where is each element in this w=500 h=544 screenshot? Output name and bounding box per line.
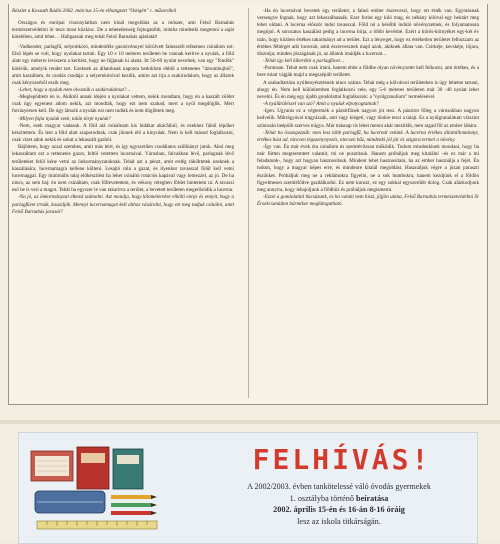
paragraph: -Nem, ezek magyar vadasok. A föld alá csinálnam kis lúdákat akácfából, és ezekhez fából lépőket készítettem. És lent a föld alatt szaporodnak, csak jönnek elő a kinyulak. Nem is kell másod foglalkozni, csak vízet adok nekik és sokat a lekaszált gazból.: [12, 122, 234, 144]
announcement-line: A 2002/2003. évben tankötelessé váló óvodás gyermekek: [247, 482, 431, 491]
paragraph: -Pontosan. Tehát nem csak írtani, hanem ebbe a földbe olyan növényzetet kell felhozni, ami értékes, és a bere miatt vágják majd a megszépült területet.: [257, 65, 479, 79]
school-supplies-illustration: [25, 441, 175, 541]
ruler-icon: [37, 521, 157, 529]
announcement-line-text: 1. osztályba történő: [289, 493, 357, 503]
announcement-box: [18, 432, 478, 544]
announcement-location: lesz az iskola titkárságán.: [297, 516, 381, 526]
announcement-line: [199, 493, 478, 505]
article: [8, 4, 488, 405]
paragraph: -Ezzel a gondolattal búcsúzunk, és ha valaki nem hiszi, jöjjön utána, Felső Barnabás természetvédelmi őr Érsekcsanádon bármikor meglátogatható.: [257, 194, 479, 208]
paragraph: -Ha én lucernával bevetek egy területet, a falusi ember észreveszi, hogy ott érték van. Egymásnak versengve fognak, hogy azt lekaszálhassák. Ezer forint egy kiló mag, és néhány kilóval egy hektárt meg lehet oldani. A lucerna először indul tavasszal. Föld nő a később induló növényzetnek, és folyamatosan megújul. A sorozatos kaszálást pedig a lucerna bírja, a többi kevésbé. Ezért a körös-környéket egy-két év után, hogy közben értékes takarmányt ad a terület. Ezt a lényeget, hogy ez értéketlen területet felhozzam az értékes féltérgét adó lucernát, amit észrevesznek majd azok, akiknek állata van. Csirkéje, kecskéje, lójara, disznója; minden jószágának jó, az állatok imádják a lucernát…: [257, 8, 479, 57]
notebook-icon: [31, 451, 73, 481]
announcement-emphasis: beíratása: [356, 493, 389, 503]
pencil-case-icon: [35, 491, 105, 513]
paragraph: -Így van. Én már évek óta csinálom és szemtévőzsan működik. Tudom mindenkinek mondani, hogy ha már fiitten megteremtett valamit, mi ne pusztítsuk. Hanem próbáljuk meg kitalálni –és ez már a mi feladatunk-, hogy azt hogyan hasznosítsuk. Mindent lehet hasznosítani, ha az ember használja a fejét. Én tudom, hogy a magyar képes erre, és mindenre kitalál megoldást. Használjuk végre a józan paraszti észünket. Próbáljuk meg ne a reklámokra figyelni, ne a sok humbukra, hanem kezdjünk el a földön figyelmesen szemlélődve gazdálkodni. Ez nem kunszt, ez egy sokkal egyszerűbb dolog. Csak alázkodjunk meg annyira, hogy lehajoljunk a földhöz és próbáljuk megismerni.: [257, 143, 479, 193]
column-divider: [248, 8, 249, 398]
section-separator: [0, 420, 500, 424]
paragraph: -Lehet, hogy a nyulak nem olvasták a szakirodalmat?...: [18, 87, 131, 93]
paragraph: A szabadtartásu nyúltenyésztésnek nincs száma. Tehát még a kölvárosi területeken is úgy lehetne tartani, ahogy én. Nem kell különlemben foglalkozni vele, egy 5-6 méteres területen már 30 -40 nyulat lehet nevelni. És én még egy újabb gondolattal foglalkozok: a "nyúlgranulium" termelésével.: [257, 79, 479, 100]
book-icon: [113, 449, 143, 489]
paragraph: -Na jó, az önkormányzat elkezd számolni. Azt mondja, hogy kilométerekre elkölti ennyi és ennyit, hogy a parlagfüvet irtsák, kaszálják. Mennyi lucernamagot kell ahhoz vásárolni, hogy ezt meg tudjuk csinálni, amit Felső Barnabás javasol?: [12, 194, 234, 215]
paragraph: -Milyen fajta nyulak ezek, talán törpi nyulak?: [18, 115, 111, 122]
announcement-date: 2002. április 15-én és 16-án 8-16 óráig: [273, 505, 405, 515]
announcement-text: [199, 481, 478, 527]
paragraph: -Igen. Ugyanis ez a végtermék a pázsitfűnek nagyon jót tesz. A pázsitot főleg a városokban nagyon kedvelik. Műtrágyával trágyázzák, ami vagy kiégeti, vagy tönkre teszi a talajt. Ez a nyúlgranulátum vízszint szintosán beépülő szerves trágya. Már másnap ris lehet menni akár mezítláb, nem ragad föl az ember lábára.: [257, 108, 479, 129]
paragraph: -Vadkender, parlagfű, selyemkóró, mindenféle gaznövénnyel körülvett falusszéli telkemen csinálom ezt: Első lépés se volt, hogy nyulakat tartok. Egy 10 x 10 méteres területen be vannak kerítve a nyulak, a föld alatt egy méterre leviszem a kerítést, hogy ne fújjanak ki alatta. Itt 50-60 nyulat neveltek, van egy "föndök" kötérük, amelyik rendet tart. Ezeknek az állatoknak naponta hedoblom ebből a rettenetes "dzsumbujból", amit kaszáltam, és csodás csodája: a selyemkóróval kezdik, amire azt írja a szakirodalom, hogy az állatok csak kényszerből eszik meg.: [12, 44, 234, 86]
paragraph: -Meglepődtem én is. Akiktől annak idején a nyulakat vettem, nekik mondtam, hogy én a kaszált zöldet csak úgy egyenest adom nekik, azt mondták, hogy ezt nem szabad, mert a nyúl megdöglik. Mert forrásyersen kell. De úgy látszik a nyulak ezt nem tudták és nem döglöttek meg.: [12, 94, 234, 115]
article-column-left: [12, 8, 234, 216]
paragraph: -Tehát ha összegezzük: nem lesz több parlagfű, ha lucernát vetünk. A lucerna értékes állattállománnyt, értékes húst ad, nincsen légszenynyezés, nincsen bűz, mindenki jól jár és szigorú termel a növény.: [257, 129, 479, 143]
article-intro: Részlet a Kossuth Rádió 2002. március 15-én elhangzott "Ostigén" c. műsorából: [12, 8, 177, 14]
paragraph: -Tehát így kell kiherélni a parlagfüvet…: [263, 58, 345, 65]
book-icon: [77, 447, 109, 489]
pencils-icon: [111, 495, 157, 515]
paragraph: -A nyúlürüléssel van szó? Amit a nyulak elpotyogtatnak?: [263, 101, 379, 108]
paragraph: Rájöttem, hogy azzal szembes, amit más leírt, és így egyszerűen csodálatos szülhiányt jutok. Ahol meg lekaszáltam ezt a rettenetes gazot, feltöl vetettem lucernával. Városban, falvakban lévő, parlagnak lévő területeket felül kéne vetni az önkormányzatoknak. Tehát azt a pénzt, amit erdég rákölttetek ezeknek a kaszálására, lucernamagra kellene költeni. Lesajtó róla a gazat, és ilyenkor tavasszal fölül kell vetni lucernaggal. Egy minimális talaj előkészítést ha lehet csinálni rotációs kapával vagy lemezzel, az jó. De ha nincs, az sem baj: én nem csináltam, csak föllevetettem, és vékony rétegben földet hintettem rá. A tavaszi eső be is veri a magot. Tehát ha egyszer le van takarítva a terület, a bevetett területen megerősödik a lucerna.: [12, 144, 234, 194]
announcement-title: FELHÍVÁS!: [252, 443, 432, 476]
article-column-right: [257, 8, 479, 208]
paragraph: Országos és európai viszonylatban nem kínál megoldást az a mőszer, ami Felső Barnabás természetvédelmi ör teszt most közkinc. De a tehetetlenség fojtogatóbb, mintha mindenki megtenni a saját kötelében, amit lehet… Hallgassuk meg tehát Felső Barnabás ajánlatát!: [12, 19, 234, 40]
